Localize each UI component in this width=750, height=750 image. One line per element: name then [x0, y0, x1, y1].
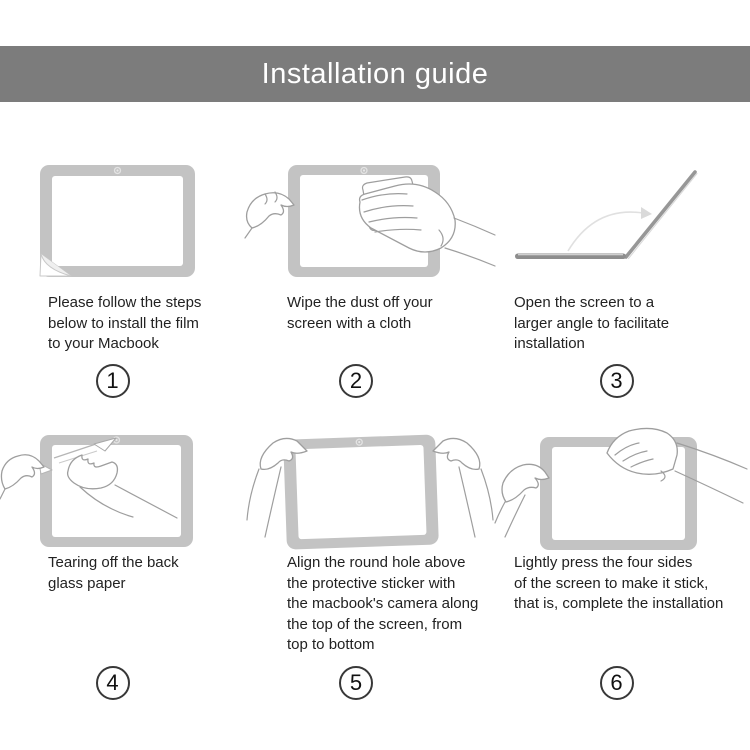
caption-line: Wipe the dust off your	[287, 294, 433, 311]
step-5-number-badge: 5	[339, 666, 373, 700]
steps-grid	[0, 150, 750, 705]
hands-tearing-paper-icon	[0, 425, 245, 575]
step-3-number-badge: 3	[600, 364, 634, 398]
step-2	[245, 150, 495, 400]
step-4	[0, 425, 245, 705]
caption-line: installation	[514, 335, 585, 352]
caption-line: larger angle to facilitate	[514, 314, 670, 332]
hands-pressing-screen-icon	[495, 425, 750, 575]
open-laptop-side-view-icon	[495, 150, 750, 285]
step-1-caption	[0, 293, 245, 355]
step-2-illustration	[245, 150, 495, 285]
caption-line: top to bottom	[287, 636, 375, 653]
caption-line: Lightly press the four sides	[514, 554, 693, 571]
step-4-number-badge: 4	[96, 666, 130, 700]
caption-line: Please follow the steps	[48, 294, 202, 311]
caption-line: below to install the film	[48, 314, 199, 332]
step-1	[0, 150, 245, 400]
caption-line: the protective sticker with	[287, 574, 456, 592]
step-6-illustration	[495, 425, 750, 553]
caption-line: that is, complete the installation	[514, 595, 724, 612]
caption-line: Align the round hole above	[287, 554, 466, 571]
caption-line: to your Macbook	[48, 335, 159, 352]
caption-line: of the screen to make it stick,	[514, 574, 709, 592]
caption-line: the top of the screen, from	[287, 615, 463, 633]
caption-line: Open the screen to a	[514, 294, 655, 311]
caption-line: Tearing off the back	[48, 554, 179, 571]
step-1-number-badge: 1	[96, 364, 130, 398]
step-4-illustration	[0, 425, 245, 553]
step-5	[245, 425, 495, 705]
page-title: Installation guide	[261, 57, 489, 90]
step-3-illustration	[495, 150, 750, 285]
caption-line: screen with a cloth	[287, 314, 412, 332]
step-3	[495, 150, 750, 400]
step-3-caption	[495, 293, 750, 355]
screen-film-peeling-corner-icon	[0, 150, 245, 285]
step-6	[495, 425, 750, 705]
step-5-illustration	[245, 425, 495, 553]
header-bar	[0, 46, 750, 102]
step-2-caption	[245, 293, 495, 334]
hand-wiping-screen-icon	[245, 150, 495, 285]
step-6-number-badge: 6	[600, 666, 634, 700]
caption-line: the macbook's camera along	[287, 595, 479, 612]
caption-line: glass paper	[48, 574, 126, 592]
hands-aligning-screen-icon	[245, 425, 495, 575]
step-2-number-badge: 2	[339, 364, 373, 398]
step-1-illustration	[0, 150, 245, 285]
